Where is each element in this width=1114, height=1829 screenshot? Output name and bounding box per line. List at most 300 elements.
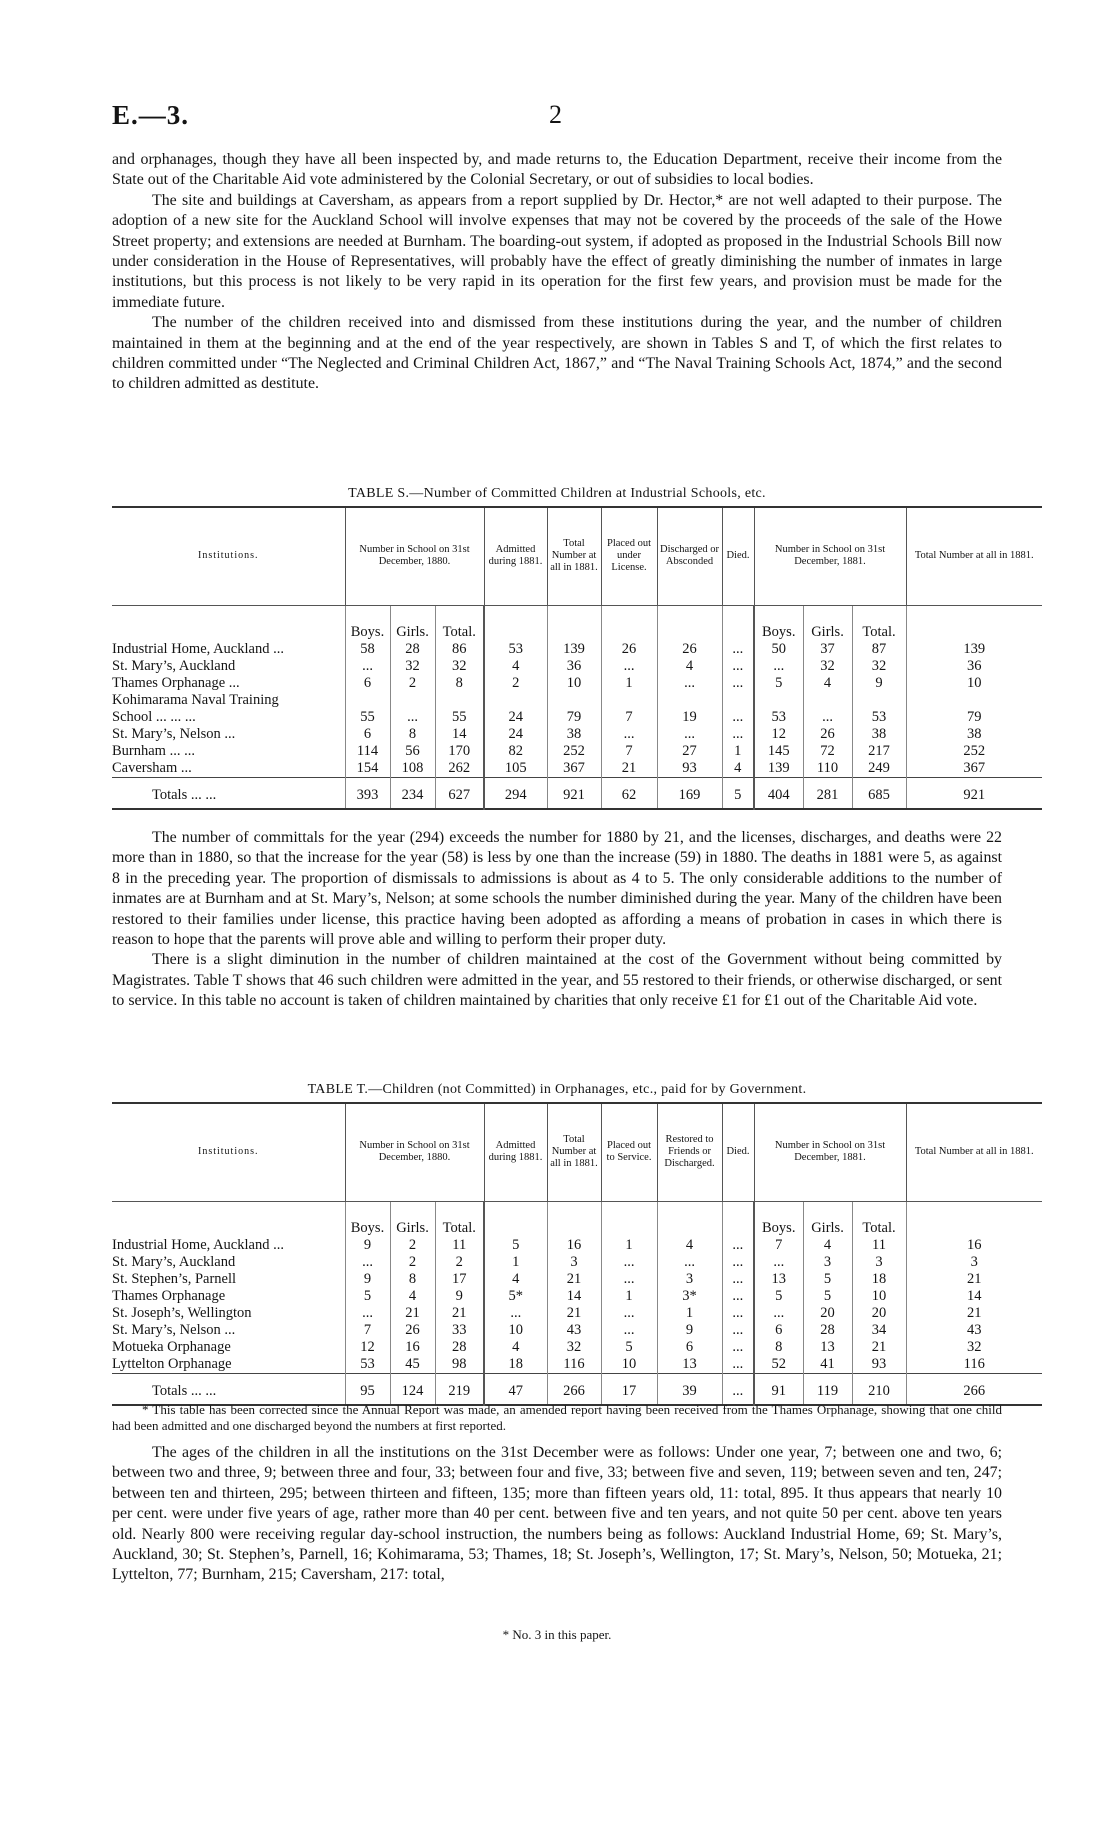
cell-t0: 2 xyxy=(435,1254,484,1271)
cell-g1: 3 xyxy=(803,1254,852,1271)
column-header: Total Number at all in 1881. xyxy=(547,507,601,605)
cell-adm: 24 xyxy=(484,709,547,726)
cell-adm: 24 xyxy=(484,726,547,743)
subheader-blank xyxy=(484,605,547,641)
table-footnote xyxy=(112,1402,1002,1434)
cell-ta: 14 xyxy=(906,1288,1042,1305)
cell-g0: 16 xyxy=(390,1339,435,1356)
paragraph: There is a slight diminution in the number of children maintained at the cost of the Government without being committed by Magistrates. Table T shows that 46 such children were admitted in the year, and 55 restored to their friends, or otherwise discharged, or sent to service. In this table no account is taken of children maintained by charities that only receive £1 for £1 out of the Charitable Aid vote. xyxy=(112,951,1002,1010)
cell-pl: ... xyxy=(601,1254,657,1271)
cell-b0: 58 xyxy=(345,641,390,658)
subheader-blank xyxy=(112,605,345,641)
subheader-blank xyxy=(722,1201,754,1237)
cell-died: ... xyxy=(722,1288,754,1305)
total-pl: 17 xyxy=(601,1373,657,1405)
subheader-girls: Girls. xyxy=(803,1201,852,1237)
column-header: Number in School on 31st December, 1880. xyxy=(345,1103,484,1201)
cell-dis: 4 xyxy=(657,1237,722,1254)
cell-pl: 1 xyxy=(601,1288,657,1305)
total-ta: 266 xyxy=(906,1373,1042,1405)
table-row xyxy=(112,1339,1042,1356)
paragraph: The ages of the children in all the institutions on the 31st December were as follows: Under one year, 7; between one and two, 6; between two and three, 9; between three and four, 33; between four and five, 33; between five and seven, 119; between seven and ten, 247; between ten and thirteen, 295; between thirteen and fifteen, 135; more than fifteen years old, 11: total, 895. It thus appears that nearly 10 per cent. were under five years of age, rather more than 40 per cent. between five and ten years, and not quite 50 per cent. above ten years old. Nearly 800 were receiving regular day-school instruction, the numbers being as follows: Auckland Industrial Home, 69; St. Mary’s, Auckland, 30; St. Stephen’s, Parnell, 16; Kohimarama, 53; Thames, 18; St. Joseph’s, Wellington, 17; St. Mary’s, Nelson, 50; Motueka, 21; Lyttelton, 77; Burnham, 215; Caversham, 217: total, xyxy=(112,1444,1002,1584)
subheader-boys: Boys. xyxy=(345,1201,390,1237)
subheader-total: Total. xyxy=(435,1201,484,1237)
cell-t0: 170 xyxy=(435,743,484,760)
cell-t1: 217 xyxy=(852,743,906,760)
total-g0: 124 xyxy=(390,1373,435,1405)
cell-pl: 1 xyxy=(601,1237,657,1254)
cell-g1: 28 xyxy=(803,1322,852,1339)
cell-adm: 4 xyxy=(484,658,547,675)
column-header: Number in School on 31st December, 1881. xyxy=(754,1103,906,1201)
subheader-boys: Boys. xyxy=(345,605,390,641)
institution-name: Industrial Home, Auckland ... xyxy=(112,1236,284,1253)
cell-b0: 6 xyxy=(345,726,390,743)
cell-g0: 8 xyxy=(390,1271,435,1288)
cell-dis: ... xyxy=(657,726,722,743)
total-b0: 393 xyxy=(345,777,390,809)
institution-name: Industrial Home, Auckland ... xyxy=(112,640,284,657)
cell-died: ... xyxy=(722,726,754,743)
table-s xyxy=(112,506,1042,810)
paragraph: The number of the children received into and dismissed from these institutions during the year, and the number of children maintained in them at the beginning and at the end of the year respectively, are shown in Tables S and T, of which the first relates to children committed under “The Neglected and Criminal Children Act, 1867,” and “The Naval Training Schools Act, 1874,” and the second to children admitted as destitute. xyxy=(112,314,1002,393)
cell-died: ... xyxy=(722,1237,754,1254)
cell-b0: 9 xyxy=(345,1271,390,1288)
cell-t0: 32 xyxy=(435,658,484,675)
cell-t1: 53 xyxy=(852,709,906,726)
subheader-blank xyxy=(601,605,657,641)
table-t xyxy=(112,1102,1042,1406)
cell-died: ... xyxy=(722,658,754,675)
cell-tot: 367 xyxy=(547,760,601,778)
cell-tot: 14 xyxy=(547,1288,601,1305)
column-header: Died. xyxy=(722,1103,754,1201)
cell-b1 xyxy=(754,692,803,709)
cell-g1: 41 xyxy=(803,1356,852,1374)
cell-t1: 93 xyxy=(852,1356,906,1374)
cell-dis: 13 xyxy=(657,1356,722,1374)
cell-t1: 32 xyxy=(852,658,906,675)
column-header: Died. xyxy=(722,507,754,605)
table-row xyxy=(112,1305,1042,1322)
cell-t1: 38 xyxy=(852,726,906,743)
cell-tot: 32 xyxy=(547,1339,601,1356)
cell-pl: ... xyxy=(601,1322,657,1339)
cell-g0: ... xyxy=(390,709,435,726)
cell-b1: 145 xyxy=(754,743,803,760)
subheader-blank xyxy=(484,1201,547,1237)
cell-died: ... xyxy=(722,1254,754,1271)
subheader-blank xyxy=(906,1201,1042,1237)
cell-g0: 8 xyxy=(390,726,435,743)
middle-paragraphs xyxy=(112,828,1002,1012)
cell-pl: 5 xyxy=(601,1339,657,1356)
cell-g1: 4 xyxy=(803,1237,852,1254)
cell-g1: 32 xyxy=(803,658,852,675)
institution-name: Burnham ... ... xyxy=(112,742,195,759)
column-header: Institutions. xyxy=(112,507,345,605)
column-header: Admitted during 1881. xyxy=(484,507,547,605)
cell-died xyxy=(722,692,754,709)
cell-died: ... xyxy=(722,709,754,726)
cell-b1: 6 xyxy=(754,1322,803,1339)
subheader-blank xyxy=(722,605,754,641)
column-header: Institutions. xyxy=(112,1103,345,1201)
cell-t0: 98 xyxy=(435,1356,484,1374)
total-g0: 234 xyxy=(390,777,435,809)
cell-b1: ... xyxy=(754,1254,803,1271)
cell-g0: 45 xyxy=(390,1356,435,1374)
cell-b0: 9 xyxy=(345,1237,390,1254)
cell-b1: 52 xyxy=(754,1356,803,1374)
cell-g0: 2 xyxy=(390,675,435,692)
table-t-caption: TABLE T.—Children (not Committed) in Orphanages, etc., paid for by Government. xyxy=(307,1082,807,1097)
total-died: ... xyxy=(722,1373,754,1405)
cell-b1: 5 xyxy=(754,675,803,692)
subheader-boys: Boys. xyxy=(754,605,803,641)
cell-adm: ... xyxy=(484,1305,547,1322)
subheader-blank xyxy=(547,1201,601,1237)
table-row xyxy=(112,675,1042,692)
institution-name: St. Mary’s, Nelson ... xyxy=(112,725,236,742)
total-g1: 281 xyxy=(803,777,852,809)
cell-t1 xyxy=(852,692,906,709)
total-g1: 119 xyxy=(803,1373,852,1405)
table-row xyxy=(112,1237,1042,1254)
cell-died: ... xyxy=(722,1305,754,1322)
cell-t1: 34 xyxy=(852,1322,906,1339)
cell-b0: 12 xyxy=(345,1339,390,1356)
total-b1: 404 xyxy=(754,777,803,809)
institution-name: Lyttelton Orphanage xyxy=(112,1355,232,1372)
cell-t1: 21 xyxy=(852,1339,906,1356)
page-footnote: * No. 3 in this paper. xyxy=(502,1627,612,1642)
subheader-row xyxy=(112,1201,1042,1237)
cell-b0: ... xyxy=(345,658,390,675)
total-ta: 921 xyxy=(906,777,1042,809)
cell-adm: 10 xyxy=(484,1322,547,1339)
cell-b0: 53 xyxy=(345,1356,390,1374)
cell-ta: 21 xyxy=(906,1305,1042,1322)
cell-g1: 5 xyxy=(803,1271,852,1288)
cell-tot: 252 xyxy=(547,743,601,760)
cell-dis: 27 xyxy=(657,743,722,760)
total-b1: 91 xyxy=(754,1373,803,1405)
column-header: Placed out to Service. xyxy=(601,1103,657,1201)
cell-g0: 56 xyxy=(390,743,435,760)
institution-name: St. Mary’s, Auckland xyxy=(112,1253,236,1270)
cell-adm: 82 xyxy=(484,743,547,760)
cell-dis: 6 xyxy=(657,1339,722,1356)
cell-dis: 26 xyxy=(657,641,722,658)
cell-tot: 43 xyxy=(547,1322,601,1339)
cell-dis: 93 xyxy=(657,760,722,778)
cell-died: ... xyxy=(722,675,754,692)
cell-pl: 1 xyxy=(601,675,657,692)
cell-t1: 9 xyxy=(852,675,906,692)
cell-ta: 116 xyxy=(906,1356,1042,1374)
cell-b1: 8 xyxy=(754,1339,803,1356)
cell-dis: 1 xyxy=(657,1305,722,1322)
total-t1: 210 xyxy=(852,1373,906,1405)
cell-g0: 2 xyxy=(390,1237,435,1254)
cell-g1: 37 xyxy=(803,641,852,658)
total-adm: 294 xyxy=(484,777,547,809)
cell-t0: 11 xyxy=(435,1237,484,1254)
cell-dis: 19 xyxy=(657,709,722,726)
cell-t0: 14 xyxy=(435,726,484,743)
table-row xyxy=(112,658,1042,675)
total-b0: 95 xyxy=(345,1373,390,1405)
cell-ta: 252 xyxy=(906,743,1042,760)
subheader-total: Total. xyxy=(852,1201,906,1237)
cell-dis: ... xyxy=(657,675,722,692)
cell-b1: 50 xyxy=(754,641,803,658)
cell-b1: 12 xyxy=(754,726,803,743)
totals-label: Totals ... ... xyxy=(112,777,345,809)
cell-dis: ... xyxy=(657,1254,722,1271)
cell-adm: 105 xyxy=(484,760,547,778)
institution-name: St. Stephen’s, Parnell xyxy=(112,1270,237,1287)
cell-g0: 2 xyxy=(390,1254,435,1271)
cell-adm: 18 xyxy=(484,1356,547,1374)
cell-t0: 21 xyxy=(435,1305,484,1322)
institution-name: Thames Orphanage xyxy=(112,1287,226,1304)
total-died: 5 xyxy=(722,777,754,809)
cell-g1: 4 xyxy=(803,675,852,692)
cell-tot: 21 xyxy=(547,1271,601,1288)
cell-b1: 139 xyxy=(754,760,803,778)
subheader-blank xyxy=(601,1201,657,1237)
totals-label: Totals ... ... xyxy=(112,1373,345,1405)
table-s-caption: TABLE S.—Number of Committed Children at Industrial Schools, etc. xyxy=(348,486,766,501)
cell-g0 xyxy=(390,692,435,709)
cell-tot: 36 xyxy=(547,658,601,675)
subheader-blank xyxy=(112,1201,345,1237)
cell-b0: 114 xyxy=(345,743,390,760)
cell-pl: ... xyxy=(601,1305,657,1322)
paragraph: The number of committals for the year (294) exceeds the number for 1880 by 21, and the licenses, discharges, and deaths were 22 more than in 1880, so that the increase for the year (58) is less by one than the increase (59) in 1880. The deaths in 1881 were 5, as against 8 in the preceding year. The proportion of dismissals to admissions is about as 4 to 5. The only considerable additions to the number of inmates are at Burnham and at St. Mary’s, Nelson; at some schools the number diminished during the year. Many of the children have been restored to their families under license, this practice having been adopted as affording a means of probation in cases in which there is reason to hope that the parents will prove able and willing to perform their proper duty. xyxy=(112,829,1002,949)
column-header: Discharged or Absconded xyxy=(657,507,722,605)
cell-pl xyxy=(601,692,657,709)
total-dis: 39 xyxy=(657,1373,722,1405)
total-adm: 47 xyxy=(484,1373,547,1405)
institution-name: School ... ... ... xyxy=(112,708,196,725)
table-row xyxy=(112,726,1042,743)
cell-b0: 6 xyxy=(345,675,390,692)
table-row xyxy=(112,760,1042,778)
column-header: Number in School on 31st December, 1880. xyxy=(345,507,484,605)
cell-b1: 53 xyxy=(754,709,803,726)
cell-died: 4 xyxy=(722,760,754,778)
cell-tot: 79 xyxy=(547,709,601,726)
cell-pl: 26 xyxy=(601,641,657,658)
cell-b1: 5 xyxy=(754,1288,803,1305)
institution-name: St. Mary’s, Auckland xyxy=(112,657,236,674)
cell-adm: 53 xyxy=(484,641,547,658)
cell-t1: 20 xyxy=(852,1305,906,1322)
cell-t1: 10 xyxy=(852,1288,906,1305)
cell-tot: 10 xyxy=(547,675,601,692)
cell-ta: 16 xyxy=(906,1237,1042,1254)
cell-t0: 17 xyxy=(435,1271,484,1288)
column-header: Restored to Friends or Discharged. xyxy=(657,1103,722,1201)
paragraph: and orphanages, though they have all been inspected by, and made returns to, the Education Department, receive their income from the State out of the Charitable Aid vote administered by the Colonial Secretary, or out of subsidies to local bodies. xyxy=(112,151,1002,189)
subheader-boys: Boys. xyxy=(754,1201,803,1237)
cell-b0: 7 xyxy=(345,1322,390,1339)
cell-ta: 10 xyxy=(906,675,1042,692)
cell-adm: 5* xyxy=(484,1288,547,1305)
cell-dis: 3 xyxy=(657,1271,722,1288)
cell-t0: 33 xyxy=(435,1322,484,1339)
cell-g0: 32 xyxy=(390,658,435,675)
table-row xyxy=(112,692,1042,709)
cell-t0: 86 xyxy=(435,641,484,658)
page-number: 2 xyxy=(549,100,562,129)
cell-g0: 21 xyxy=(390,1305,435,1322)
subheader-girls: Girls. xyxy=(390,605,435,641)
page-header xyxy=(112,100,1002,140)
total-t0: 627 xyxy=(435,777,484,809)
cell-pl: ... xyxy=(601,726,657,743)
column-header: Admitted during 1881. xyxy=(484,1103,547,1201)
table-row xyxy=(112,1322,1042,1339)
cell-pl: 21 xyxy=(601,760,657,778)
total-tot: 266 xyxy=(547,1373,601,1405)
cell-tot: 21 xyxy=(547,1305,601,1322)
cell-b1: 13 xyxy=(754,1271,803,1288)
subheader-girls: Girls. xyxy=(803,605,852,641)
intro-paragraphs xyxy=(112,150,1002,395)
subheader-blank xyxy=(657,605,722,641)
cell-ta: 3 xyxy=(906,1254,1042,1271)
cell-tot: 139 xyxy=(547,641,601,658)
cell-ta: 139 xyxy=(906,641,1042,658)
cell-ta: 32 xyxy=(906,1339,1042,1356)
cell-dis: 4 xyxy=(657,658,722,675)
cell-t1: 3 xyxy=(852,1254,906,1271)
total-dis: 169 xyxy=(657,777,722,809)
cell-adm: 4 xyxy=(484,1271,547,1288)
cell-b0: 55 xyxy=(345,709,390,726)
subheader-girls: Girls. xyxy=(390,1201,435,1237)
cell-pl: 7 xyxy=(601,709,657,726)
cell-ta xyxy=(906,692,1042,709)
subheader-blank xyxy=(657,1201,722,1237)
cell-b1: 7 xyxy=(754,1237,803,1254)
cell-died: ... xyxy=(722,1271,754,1288)
cell-tot: 16 xyxy=(547,1237,601,1254)
cell-ta: 38 xyxy=(906,726,1042,743)
column-header: Total Number at all in 1881. xyxy=(547,1103,601,1201)
cell-g1: 5 xyxy=(803,1288,852,1305)
cell-t0: 8 xyxy=(435,675,484,692)
cell-pl: 7 xyxy=(601,743,657,760)
cell-t0: 262 xyxy=(435,760,484,778)
institution-name: St. Joseph’s, Wellington xyxy=(112,1304,252,1321)
cell-t1: 249 xyxy=(852,760,906,778)
column-header: Total Number at all in 1881. xyxy=(906,507,1042,605)
total-pl: 62 xyxy=(601,777,657,809)
cell-ta: 79 xyxy=(906,709,1042,726)
cell-ta: 367 xyxy=(906,760,1042,778)
cell-g1: 72 xyxy=(803,743,852,760)
column-header: Number in School on 31st December, 1881. xyxy=(754,507,906,605)
institution-name: Motueka Orphanage xyxy=(112,1338,231,1355)
cell-pl: 10 xyxy=(601,1356,657,1374)
cell-b0: 154 xyxy=(345,760,390,778)
cell-g0: 108 xyxy=(390,760,435,778)
cell-pl: ... xyxy=(601,1271,657,1288)
cell-t0: 9 xyxy=(435,1288,484,1305)
cell-g1 xyxy=(803,692,852,709)
cell-pl: ... xyxy=(601,658,657,675)
column-header: Total Number at all in 1881. xyxy=(906,1103,1042,1201)
cell-died: ... xyxy=(722,1322,754,1339)
cell-ta: 43 xyxy=(906,1322,1042,1339)
cell-g0: 4 xyxy=(390,1288,435,1305)
cell-adm: 2 xyxy=(484,675,547,692)
cell-t0: 55 xyxy=(435,709,484,726)
ages-paragraph xyxy=(112,1443,1002,1586)
cell-b1: ... xyxy=(754,658,803,675)
table-row xyxy=(112,1254,1042,1271)
cell-adm: 4 xyxy=(484,1339,547,1356)
subheader-total: Total. xyxy=(852,605,906,641)
column-header: Placed out under License. xyxy=(601,507,657,605)
document-reference: E.—3. xyxy=(112,100,190,130)
cell-t1: 11 xyxy=(852,1237,906,1254)
table-row xyxy=(112,1356,1042,1374)
subheader-blank xyxy=(906,605,1042,641)
table-row xyxy=(112,709,1042,726)
cell-g0: 26 xyxy=(390,1322,435,1339)
cell-tot xyxy=(547,692,601,709)
cell-tot: 38 xyxy=(547,726,601,743)
cell-g1: ... xyxy=(803,709,852,726)
cell-b0 xyxy=(345,692,390,709)
cell-ta: 36 xyxy=(906,658,1042,675)
cell-died: 1 xyxy=(722,743,754,760)
cell-g1: 26 xyxy=(803,726,852,743)
cell-adm xyxy=(484,692,547,709)
table-row xyxy=(112,1271,1042,1288)
cell-g1: 110 xyxy=(803,760,852,778)
cell-adm: 5 xyxy=(484,1237,547,1254)
total-t1: 685 xyxy=(852,777,906,809)
totals-row xyxy=(112,1373,1042,1405)
subheader-total: Total. xyxy=(435,605,484,641)
cell-t1: 18 xyxy=(852,1271,906,1288)
footnote-text: * This table has been corrected since the Annual Report was made, an amended report having been received from the Thames Orphanage, showing that one child had been admitted and one discharged beyond the numbers at first reported. xyxy=(112,1402,1002,1433)
institution-name: Kohimarama Naval Training xyxy=(112,691,279,708)
cell-t1: 87 xyxy=(852,641,906,658)
subheader-row xyxy=(112,605,1042,641)
cell-b1: ... xyxy=(754,1305,803,1322)
table-row xyxy=(112,641,1042,658)
cell-dis: 3* xyxy=(657,1288,722,1305)
institution-name: Caversham ... xyxy=(112,759,192,776)
cell-dis xyxy=(657,692,722,709)
cell-b0: ... xyxy=(345,1305,390,1322)
cell-g1: 13 xyxy=(803,1339,852,1356)
cell-died: ... xyxy=(722,1356,754,1374)
cell-died: ... xyxy=(722,1339,754,1356)
cell-b0: 5 xyxy=(345,1288,390,1305)
cell-g1: 20 xyxy=(803,1305,852,1322)
paragraph: The site and buildings at Caversham, as appears from a report supplied by Dr. Hector,* are not well adapted to their purpose. The adoption of a new site for the Auckland School will involve expenses that may not be covered by the proceeds of the sale of the Howe Street property; and extensions are needed at Burnham. The boarding-out system, if adopted as proposed in the Industrial Schools Bill now under consideration in the House of Representatives, will probably have the effect of greatly diminishing the number of inmates in large institutions, but this process is not likely to be very rapid in its operation for the first few years, and provision must be made for the immediate future. xyxy=(112,191,1002,311)
institution-name: Thames Orphanage ... xyxy=(112,674,240,691)
